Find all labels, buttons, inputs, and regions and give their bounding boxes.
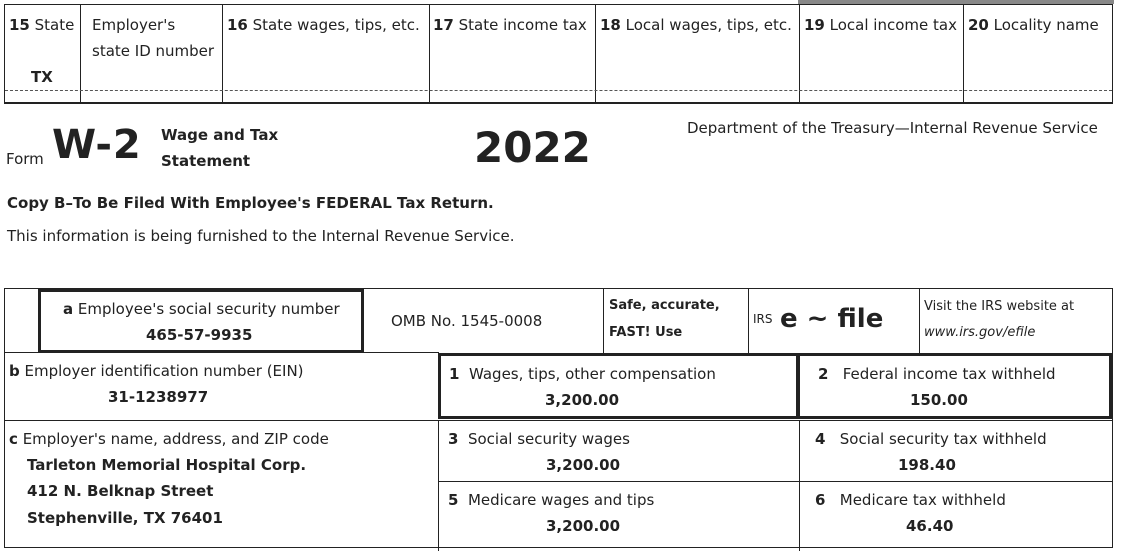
irs-small-text: IRS bbox=[753, 312, 773, 326]
box15-text: State bbox=[34, 16, 75, 34]
copy-b-heading: Copy B–To Be Filed With Employee's FEDERAL Tax Return. bbox=[7, 194, 494, 212]
box18-text: Local wages, tips, etc. bbox=[625, 16, 792, 34]
box-b-value: 31-1238977 bbox=[108, 388, 209, 406]
safe-line1: Safe, accurate, bbox=[609, 298, 720, 313]
box-2-number: 2 bbox=[818, 365, 829, 383]
employer-city: Stephenville, TX 76401 bbox=[27, 509, 223, 527]
box18-label bbox=[600, 12, 792, 38]
state-local-table bbox=[4, 4, 1113, 104]
visit-line1: Visit the IRS website at bbox=[924, 299, 1075, 314]
box20-number: 20 bbox=[968, 16, 989, 34]
employer-state-id-line1: Employer's bbox=[92, 16, 176, 34]
form-subtitle-line1: Wage and Tax bbox=[161, 126, 279, 144]
box-b-text: Employer identification number (EIN) bbox=[24, 362, 304, 380]
efile-logo-cell bbox=[749, 289, 920, 353]
box-5-label bbox=[448, 491, 654, 509]
box-a-value: 465-57-9935 bbox=[146, 326, 253, 344]
box-1-text: Wages, tips, other compensation bbox=[468, 365, 716, 383]
box-6-value: 46.40 bbox=[906, 517, 954, 535]
form-name: W-2 bbox=[52, 122, 142, 168]
visit-irs-cell bbox=[920, 289, 1112, 353]
box-b-letter: b bbox=[9, 362, 20, 380]
box-3-label bbox=[448, 430, 630, 448]
box15-number: 15 bbox=[9, 16, 30, 34]
box16-number: 16 bbox=[227, 16, 248, 34]
state-row-divider bbox=[5, 90, 1112, 91]
box-c-label bbox=[9, 430, 329, 448]
furnished-notice: This information is being furnished to the Internal Revenue Service. bbox=[7, 227, 515, 245]
box-3-ss-wages bbox=[439, 421, 800, 482]
box-6-medicare-tax bbox=[800, 482, 1112, 551]
box20-label bbox=[968, 12, 1099, 38]
box-c-employer bbox=[5, 421, 439, 551]
box-5-text: Medicare wages and tips bbox=[467, 491, 655, 509]
box15-label bbox=[9, 12, 74, 38]
box-2-label bbox=[818, 365, 1056, 383]
omb-number: OMB No. 1545-0008 bbox=[391, 312, 543, 330]
box-4-ss-tax bbox=[800, 421, 1112, 482]
box-2-value: 150.00 bbox=[910, 391, 968, 409]
box-6-text: Medicare tax withheld bbox=[839, 491, 1006, 509]
box-1-label bbox=[449, 365, 716, 383]
box-2-text: Federal income tax withheld bbox=[842, 365, 1056, 383]
box-4-label bbox=[815, 430, 1047, 448]
box-4-value: 198.40 bbox=[898, 456, 956, 474]
box17-number: 17 bbox=[433, 16, 454, 34]
box16-label bbox=[227, 12, 420, 38]
box-6-number: 6 bbox=[815, 491, 826, 509]
box-c-text: Employer's name, address, and ZIP code bbox=[22, 430, 329, 448]
omb-cell bbox=[364, 289, 604, 353]
box-4-text: Social security tax withheld bbox=[839, 430, 1047, 448]
box-a-ssn bbox=[38, 289, 364, 353]
box-1-wages bbox=[438, 353, 799, 419]
box-3-number: 3 bbox=[448, 430, 459, 448]
box-5-medicare-wages bbox=[439, 482, 800, 551]
box-a-letter: a bbox=[63, 300, 74, 318]
w2-main-grid bbox=[4, 288, 1113, 548]
box19-text: Local income tax bbox=[829, 16, 957, 34]
safe-line2: FAST! Use bbox=[609, 325, 683, 340]
box15-value: TX bbox=[31, 68, 53, 86]
employer-state-id-label bbox=[92, 12, 214, 64]
box-1-number: 1 bbox=[449, 365, 460, 383]
box-6-label bbox=[815, 491, 1006, 509]
tax-year: 2022 bbox=[474, 123, 591, 172]
employer-name: Tarleton Memorial Hospital Corp. bbox=[27, 456, 307, 474]
box-3-value: 3,200.00 bbox=[546, 456, 621, 474]
box-a-label bbox=[63, 300, 340, 318]
box-b-ein bbox=[5, 353, 439, 421]
box-b-label bbox=[9, 362, 304, 380]
box19-number: 19 bbox=[804, 16, 825, 34]
box17-label bbox=[433, 12, 587, 38]
box-a-text: Employee's social security number bbox=[77, 300, 340, 318]
efile-url: www.irs.gov/efile bbox=[924, 325, 1036, 340]
box19-label bbox=[804, 12, 957, 38]
box20-text: Locality name bbox=[993, 16, 1099, 34]
form-subtitle bbox=[161, 122, 278, 174]
employer-street: 412 N. Belknap Street bbox=[27, 482, 214, 500]
box18-number: 18 bbox=[600, 16, 621, 34]
box-c-letter: c bbox=[9, 430, 18, 448]
box-2-federal-tax bbox=[797, 353, 1112, 419]
box17-text: State income tax bbox=[458, 16, 587, 34]
box-3-text: Social security wages bbox=[467, 430, 630, 448]
box16-text: State wages, tips, etc. bbox=[252, 16, 420, 34]
efile-logo: e ~ file bbox=[780, 304, 884, 334]
box-1-value: 3,200.00 bbox=[545, 391, 620, 409]
department-name: Department of the Treasury—Internal Revenue Service bbox=[687, 119, 1098, 137]
employer-state-id-line2: state ID number bbox=[92, 42, 215, 60]
box-5-number: 5 bbox=[448, 491, 459, 509]
box-5-value: 3,200.00 bbox=[546, 517, 621, 535]
form-word: Form bbox=[6, 150, 44, 168]
form-subtitle-line2: Statement bbox=[161, 152, 251, 170]
safe-accurate-cell bbox=[604, 289, 749, 353]
box-4-number: 4 bbox=[815, 430, 826, 448]
